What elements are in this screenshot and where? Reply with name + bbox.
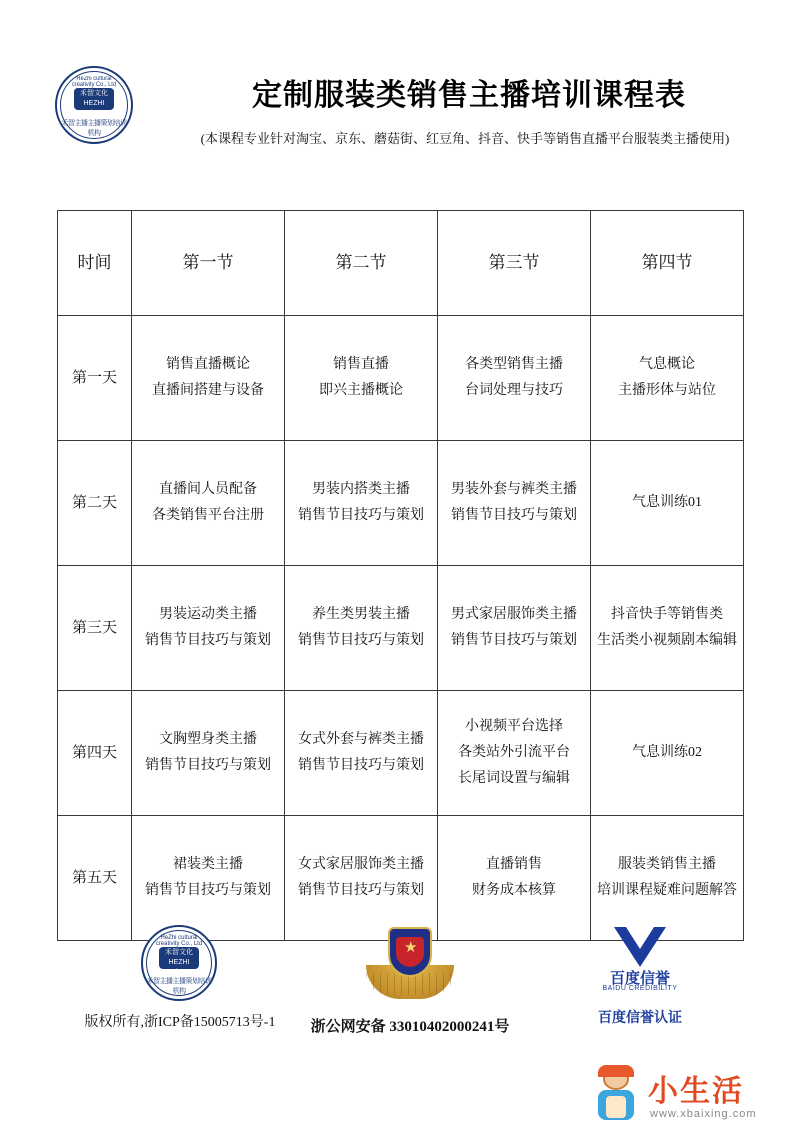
- cell-line: 气息概论: [639, 357, 695, 372]
- row-label-day: 第四天: [58, 691, 132, 816]
- logo-emblem-en: HEZHI culture: [168, 959, 190, 976]
- logo-english-arc: HeZhi cultural creativity Co., Ltd: [155, 935, 203, 947]
- document-footer: [0, 925, 800, 1065]
- table-cell: [438, 441, 591, 566]
- cell-line: 直播销售: [486, 857, 542, 872]
- cell-line: 台词处理与技巧: [465, 383, 563, 398]
- logo-english-arc: HeZhi cultural creativity Co., Ltd: [71, 76, 117, 88]
- page-title: 定制服装类销售主播培训课程表: [252, 79, 686, 112]
- baidu-logo-cn: 百度信誉: [609, 971, 670, 987]
- cell-line: 女式外套与裤类主播: [298, 732, 424, 747]
- cell-line: 销售直播概论: [166, 357, 250, 372]
- row-label-day: 第三天: [58, 566, 132, 691]
- cell-line: 气息训练02: [632, 745, 702, 760]
- cell-line: 直播间人员配备: [159, 482, 257, 497]
- cell-line: 各类销售平台注册: [152, 508, 264, 523]
- cell-line: 长尾词设置与编辑: [458, 771, 570, 786]
- table-cell: [285, 691, 438, 816]
- cell-line: 销售节目技巧与策划: [298, 633, 424, 648]
- table-cell: [132, 441, 285, 566]
- logo-emblem-text: [159, 947, 199, 976]
- cell-line: 各类站外引流平台: [458, 745, 570, 760]
- table-cell: [132, 316, 285, 441]
- column-header-period-3: 第三节: [438, 211, 591, 316]
- cell-line: 销售节目技巧与策划: [145, 758, 271, 773]
- table-cell: [438, 316, 591, 441]
- logo-emblem-cn: 禾智文化: [165, 949, 193, 956]
- logo-emblem-text: [74, 88, 114, 117]
- table-cell: [591, 316, 744, 441]
- footer-police-group: [300, 925, 520, 1036]
- cell-line: 男装内搭类主播: [312, 482, 410, 497]
- table-cell: [132, 691, 285, 816]
- copyright-text: 版权所有,浙ICP备15005713号-1: [84, 1015, 276, 1030]
- baidu-caption[interactable]: 百度信誉认证: [598, 1011, 682, 1026]
- cell-line: 小视频平台选择: [465, 719, 563, 734]
- schedule-table-wrapper: [57, 210, 743, 941]
- footer-baidu-group: [520, 925, 760, 1027]
- watermark-url: www.xbaixing.com: [650, 1108, 757, 1120]
- cell-line: 销售节目技巧与策划: [451, 633, 577, 648]
- table-cell: [591, 691, 744, 816]
- table-cell: [285, 441, 438, 566]
- cell-line: 销售节目技巧与策划: [451, 508, 577, 523]
- site-watermark: [592, 1064, 772, 1134]
- cell-line: 销售节目技巧与策划: [145, 633, 271, 648]
- logo-emblem-cn: 禾智文化: [80, 90, 108, 97]
- table-cell: [591, 441, 744, 566]
- table-cell: [285, 566, 438, 691]
- table-cell: [132, 816, 285, 941]
- police-badge-icon: [362, 925, 458, 1007]
- column-header-period-2: 第二节: [285, 211, 438, 316]
- cell-line: 裙装类主播: [173, 857, 243, 872]
- cell-line: 男装外套与裤类主播: [451, 482, 577, 497]
- schedule-table: [57, 210, 744, 941]
- cell-line: 女式家居服饰类主播: [298, 857, 424, 872]
- logo-emblem-en: HEZHI culture: [83, 100, 105, 117]
- table-cell: [132, 566, 285, 691]
- cell-line: 男装运动类主播: [159, 607, 257, 622]
- table-cell: [285, 816, 438, 941]
- mascot-icon: [592, 1068, 642, 1122]
- document-header: [0, 58, 800, 168]
- table-cell: [438, 566, 591, 691]
- row-label-day: 第二天: [58, 441, 132, 566]
- table-row: [58, 441, 744, 566]
- police-record-text[interactable]: 浙公网安备 33010402000241号: [310, 1019, 510, 1035]
- row-label-day: 第五天: [58, 816, 132, 941]
- cell-line: 抖音快手等销售类: [611, 607, 723, 622]
- cell-line: 销售直播: [333, 357, 389, 372]
- cell-line: 直播间搭建与设备: [152, 383, 264, 398]
- table-cell: [285, 316, 438, 441]
- logo-chinese-arc: 禾智主播主播策划培训机构: [146, 977, 212, 995]
- cell-line: 财务成本核算: [472, 883, 556, 898]
- cell-line: 销售节目技巧与策划: [145, 883, 271, 898]
- cell-line: 气息训练01: [632, 495, 702, 510]
- table-cell: [591, 816, 744, 941]
- mascot-apron: [606, 1096, 626, 1118]
- company-logo: [55, 66, 137, 148]
- table-cell: [438, 691, 591, 816]
- table-cell: [438, 816, 591, 941]
- column-header-period-1: 第一节: [132, 211, 285, 316]
- company-logo-footer: [141, 925, 219, 1003]
- table-row: [58, 816, 744, 941]
- baidu-v-inner: [626, 927, 654, 949]
- page-subtitle: (本课程专业针对淘宝、京东、蘑菇街、红豆角、抖音、快手等销售直播平台服装类主播使用): [200, 131, 730, 146]
- cell-line: 销售节目技巧与策划: [298, 508, 424, 523]
- cell-line: 服装类销售主播: [618, 857, 716, 872]
- cell-line: 各类型销售主播: [465, 357, 563, 372]
- table-header: [58, 211, 744, 316]
- title-block: [160, 70, 770, 147]
- baidu-credibility-icon: [580, 925, 700, 999]
- baidu-logo-en: BAIDU CREDIBILITY: [602, 985, 678, 992]
- cell-line: 生活类小视频剧本编辑: [597, 633, 737, 648]
- table-header-row: [58, 211, 744, 316]
- mascot-hat: [598, 1065, 634, 1077]
- table-cell: [591, 566, 744, 691]
- cell-line: 主播形体与站位: [618, 383, 716, 398]
- column-header-period-4: 第四节: [591, 211, 744, 316]
- cell-line: 培训课程疑难问题解答: [597, 883, 737, 898]
- logo-chinese-arc: 禾智主播主播策划培训机构: [61, 119, 127, 137]
- cell-line: 养生类男装主播: [312, 607, 410, 622]
- column-header-time: 时间: [58, 211, 132, 316]
- cell-line: 男式家居服饰类主播: [451, 607, 577, 622]
- table-row: [58, 316, 744, 441]
- cell-line: 即兴主播概论: [319, 383, 403, 398]
- row-label-day: 第一天: [58, 316, 132, 441]
- cell-line: 销售节目技巧与策划: [298, 883, 424, 898]
- cell-line: 文胸塑身类主播: [159, 732, 257, 747]
- table-body: [58, 316, 744, 941]
- table-row: [58, 566, 744, 691]
- police-star-icon: ★: [404, 940, 418, 956]
- cell-line: 销售节目技巧与策划: [298, 758, 424, 773]
- footer-copyright-group: [60, 925, 300, 1031]
- table-row: [58, 691, 744, 816]
- watermark-title: 小生活: [648, 1075, 744, 1108]
